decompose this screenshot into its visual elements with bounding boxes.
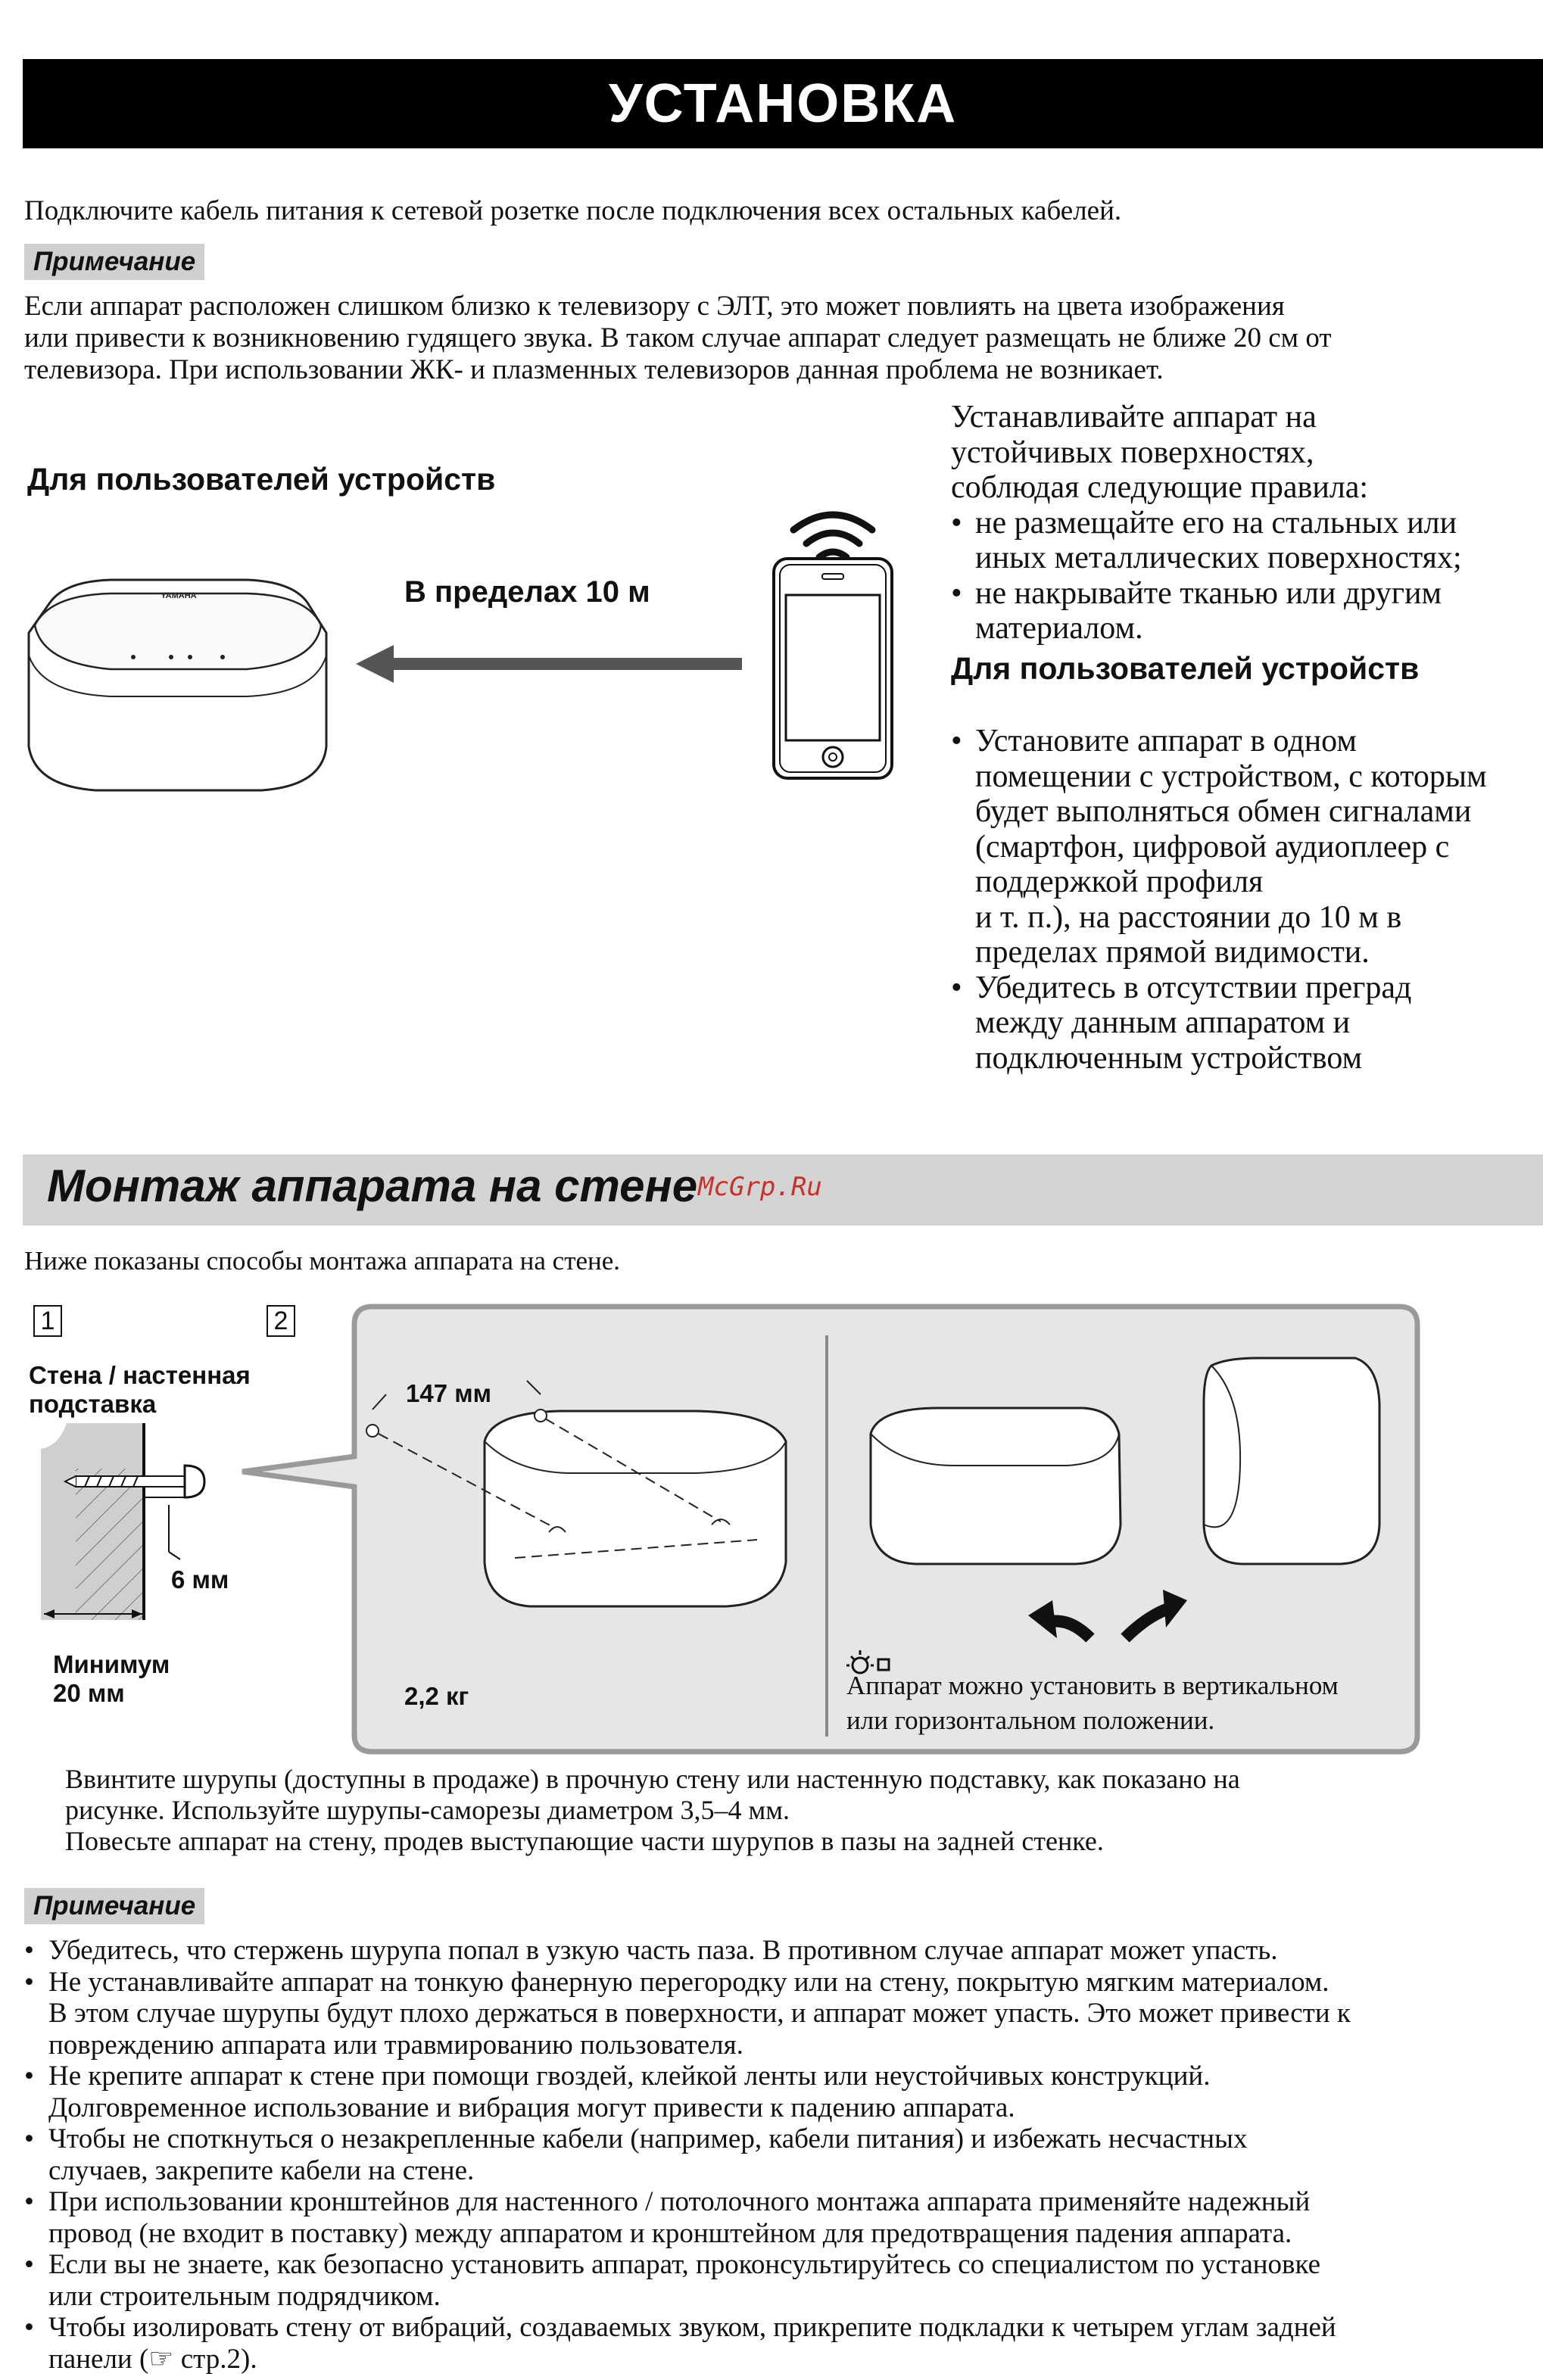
wifi-icon	[793, 515, 872, 530]
step-number-2: 2	[267, 1305, 295, 1337]
list-item: • Установите аппарат в одном помещении с устройством, с которым будет выполняться обмен сигналами (смартфон, цифровой аудиоплеер с поддержкой профиля и т. п.), на расстоянии до 10 м в пределах прямой видимости.	[951, 724, 1487, 970]
placement-intro-line: соблюдая следующие правила:	[951, 470, 1369, 505]
note1-line: Если аппарат расположен слишком близко к телевизору с ЭЛТ, это может повлиять на цвета изображения	[24, 291, 1285, 322]
brand-logo: YAMAHA	[161, 591, 197, 600]
wall-intro: Ниже показаны способы монтажа аппарата на стене.	[24, 1246, 621, 1276]
min-distance-label: Минимум 20 мм	[53, 1650, 170, 1707]
section-title: Монтаж аппарата на стене	[47, 1160, 698, 1211]
smartphone-illustration	[765, 484, 893, 787]
list-item: • Убедитесь в отсутствии преград между данным аппаратом и подключенным устройством	[951, 970, 1412, 1076]
list-item: • Не крепите аппарат к стене при помощи гвоздей, клейкой ленты или неустойчивых конструкций. Долговременное использование и вибрация могут привести к падению аппарата.	[24, 2061, 1211, 2123]
list-item: • не накрывайте тканью или другим материалом.	[951, 575, 1442, 646]
list-item: • Чтобы изолировать стену от вибраций, создаваемых звуком, прикрепите подкладки к четырем углам задней панели (☞ стр.2).	[24, 2312, 1336, 2375]
list-item: • При использовании кронштейнов для настенного / потолочного монтажа аппарата применяйте надежный провод (не входит в поставку) между аппаратом и кронштейном для предотвращения падения аппарата.	[24, 2186, 1311, 2249]
orientation-tip: Аппарат можно установить в вертикальном или горизонтальном положении.	[846, 1671, 1339, 1735]
list-item: • Убедитесь, что стержень шурупа попал в узкую часть паза. В противном случае аппарат может упасть.	[24, 1935, 1278, 1966]
vertical-speaker-illustration	[1204, 1358, 1379, 1564]
page-title: УСТАНОВКА	[23, 59, 1543, 148]
horizontal-speaker-illustration	[871, 1408, 1121, 1564]
note1-line: телевизора. При использовании ЖК- и плазменных телевизоров данная проблема не возникает.	[24, 354, 1164, 385]
device-users-heading: Для пользователей устройств	[27, 462, 496, 497]
note-label: Примечание	[24, 244, 204, 280]
note2-list	[24, 1935, 1538, 2375]
step-number-1: 1	[33, 1305, 62, 1337]
list-item: • Не устанавливайте аппарат на тонкую фанерную перегородку или на стену, покрытую мягким материалом. В этом случае шурупы будут плохо держаться в поверхности, и аппарат может упасть. Это может привести к повреждению аппарата или травмированию пользователя.	[24, 1966, 1351, 2061]
screw-spacing-label: 147 мм	[406, 1379, 492, 1407]
note-label-2: Примечание	[24, 1888, 204, 1924]
speaker-illustration	[20, 572, 338, 799]
list-item: • не размещайте его на стальных или иных металлических поверхностях;	[951, 505, 1462, 575]
mounting-instructions: Ввинтите шурупы (доступны в продаже) в прочную стену или настенную подставку, как показано на рисунке. Используйте шурупы-саморезы диаметром 3,5–4 мм. Повесьте аппарат на стену, продев выступающие части шурупов в пазы на задней стенке.	[65, 1764, 1240, 1856]
device-users-heading-2: Для пользователей устройств	[951, 651, 1420, 686]
placement-intro-line: Устанавливайте аппарат на	[951, 400, 1317, 435]
wall-label: Стена / настенная подставка	[29, 1361, 251, 1418]
distance-label: В пределах 10 м	[404, 575, 650, 609]
watermark: McGrp.Ru	[698, 1172, 822, 1202]
note1-line: или привести к возникновению гудящего звука. В таком случае аппарат следует размещать не ближе 20 см от	[24, 322, 1332, 354]
range-arrow-icon	[356, 645, 750, 683]
placement-intro-line: устойчивых поверхностях,	[951, 435, 1314, 470]
list-item: • Чтобы не споткнуться о незакрепленные кабели (например, кабели питания) и избежать несчастных случаев, закрепите кабели на стене.	[24, 2123, 1248, 2186]
note1-text	[24, 291, 1531, 386]
intro-text: Подключите кабель питания к сетевой розетке после подключения всех остальных кабелей.	[24, 195, 1122, 226]
placement-rules	[951, 400, 1534, 646]
weight-label: 2,2 кг	[404, 1682, 469, 1710]
device-rules	[951, 724, 1534, 1076]
screw-length-label: 6 мм	[171, 1565, 229, 1593]
list-item: • Если вы не знаете, как безопасно установить аппарат, проконсультируйтесь со специалистом по установке или строительным подрядчиком.	[24, 2249, 1320, 2312]
